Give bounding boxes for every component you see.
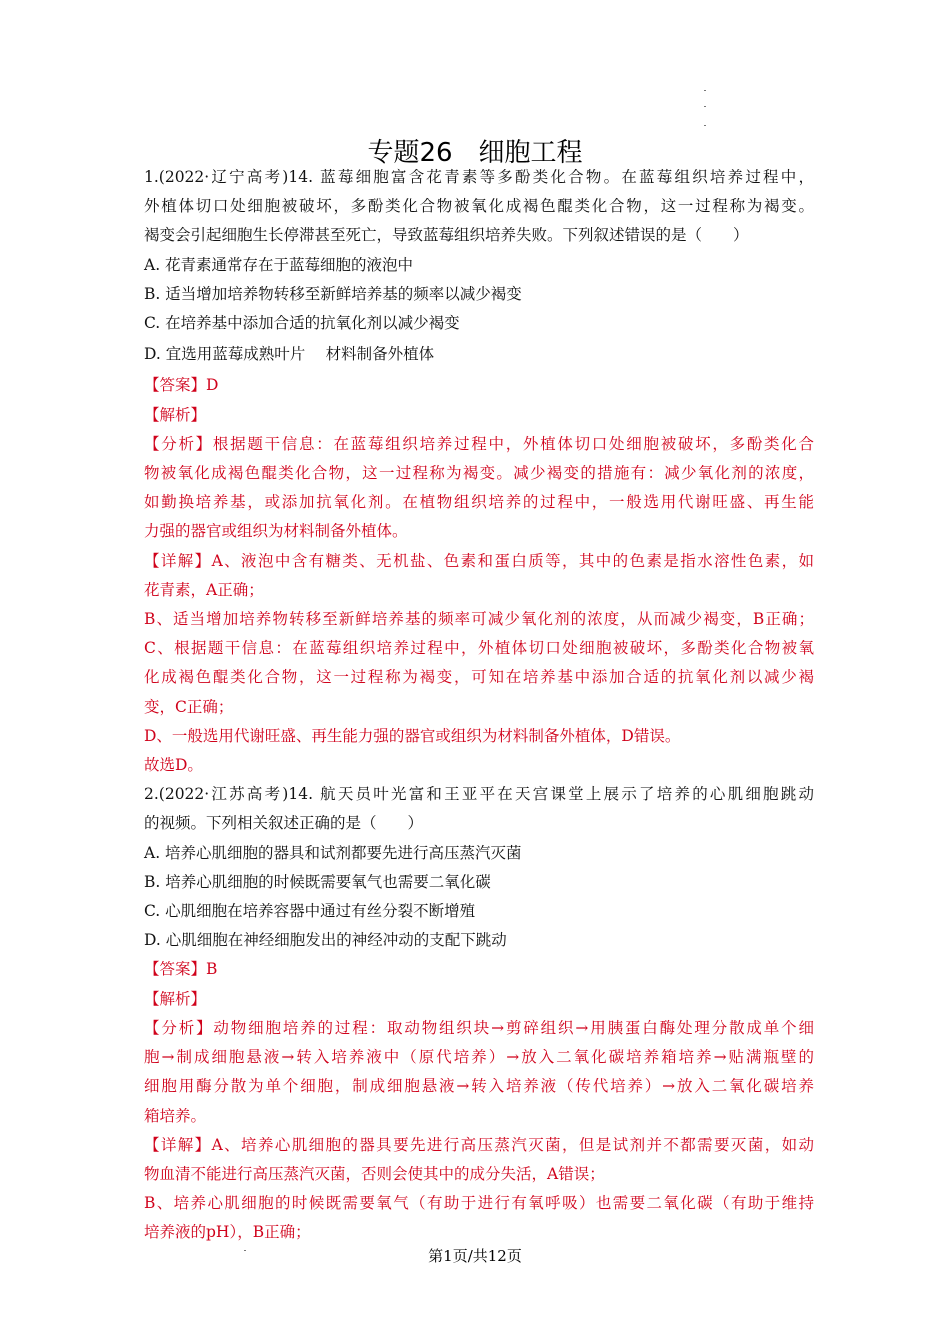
q1-analysis-line: 力强的器官或组织为材料制备外植体。 xyxy=(144,522,408,541)
q2-option-a: A. 培养心肌细胞的器具和试剂都要先进行高压蒸汽灭菌 xyxy=(144,843,522,862)
q1-option-b: B. 适当增加培养物转移至新鲜培养基的频率以减少褐变 xyxy=(144,284,522,303)
q2-stem-line: 的视频。下列相关叙述正确的是（ ） xyxy=(144,814,424,833)
q2-answer: 【答案】B xyxy=(144,960,218,979)
q1-detail-line: 故选D。 xyxy=(144,756,203,775)
q1-analysis-line: 【分析】根据题干信息：在蓝莓组织培养过程中，外植体切口处细胞被破坏，多酚类化合 xyxy=(144,434,814,453)
q1-option-a: A. 花青素通常存在于蓝莓细胞的液泡中 xyxy=(144,255,414,274)
q2-detail-line: 物血清不能进行高压蒸汽灭菌，否则会使其中的成分失活，A错误； xyxy=(144,1164,605,1183)
page-footer: 第1页/共12页 xyxy=(428,1247,522,1265)
q2-detail-line: 培养液的pH），B正确； xyxy=(144,1223,311,1242)
q2-option-b: B. 培养心肌细胞的时候既需要氧气也需要二氧化碳 xyxy=(144,872,491,891)
q1-detail-line: B、适当增加培养物转移至新鲜培养基的频率可减少氧化剂的浓度，从而减少褐变，B正确； xyxy=(144,610,814,629)
q2-analysis-line: 箱培养。 xyxy=(144,1106,207,1125)
q1-detail-line: 【详解】A、液泡中含有糖类、无机盐、色素和蛋白质等，其中的色素是指水溶性色素，如 xyxy=(144,551,814,570)
q1-stem-line: 外植体切口处细胞被破坏，多酚类化合物被氧化成褐色醌类化合物，这一过程称为褐变。 xyxy=(144,197,814,216)
q1-stem-line: 1.(2022·辽宁高考)14. 蓝莓细胞富含花青素等多酚类化合物。在蓝莓组织培养过程中， xyxy=(144,168,814,186)
q2-option-d: D. 心肌细胞在神经细胞发出的神经冲动的支配下跳动 xyxy=(144,931,507,950)
page-title: 专题26 细胞工程 xyxy=(367,138,583,168)
q2-option-c: C. 心肌细胞在培养容器中通过有丝分裂不断增殖 xyxy=(144,902,476,921)
content xyxy=(144,163,814,1248)
q2-analysis-line: 【分析】动物细胞培养的过程：取动物组织块→剪碎组织→用胰蛋白酶处理分散成单个细 xyxy=(144,1018,814,1037)
q2-analysis-line: 胞→制成细胞悬液→转入培养液中（原代培养）→放入二氧化碳培养箱培养→贴满瓶壁的 xyxy=(144,1048,814,1067)
q2-detail-line: 【详解】A、培养心肌细胞的器具要先进行高压蒸汽灭菌，但是试剂并不都需要灭菌，如动 xyxy=(144,1135,814,1154)
q1-detail-line: C、根据题干信息：在蓝莓组织培养过程中，外植体切口处细胞被破坏，多酚类化合物被氧 xyxy=(144,639,814,658)
q1-detail-line: 花青素，A正确； xyxy=(144,580,264,599)
q1-detail-line: D、一般选用代谢旺盛、再生能力强的器官或组织为材料制备外植体，D错误。 xyxy=(144,726,681,745)
q1-option-d: D. 宜选用蓝莓成熟叶片 材料制备外植体 xyxy=(144,345,435,364)
q2-detail-line: B、培养心肌细胞的时候既需要氧气（有助于进行有氧呼吸）也需要二氧化碳（有助于维持 xyxy=(144,1194,814,1213)
q2-analysis-label: 【解析】 xyxy=(144,989,207,1008)
q1-option-c: C. 在培养基中添加合适的抗氧化剂以减少褐变 xyxy=(144,314,460,333)
q1-analysis-label: 【解析】 xyxy=(144,405,207,424)
scan-dot xyxy=(704,106,706,107)
q1-analysis-line: 物被氧化成褐色醌类化合物，这一过程称为褐变。减少褐变的措施有：减少氧化剂的浓度， xyxy=(144,464,814,483)
q1-answer: 【答案】D xyxy=(144,376,219,395)
q1-detail-line: 变，C正确； xyxy=(144,697,234,716)
q1-detail-line: 化成褐色醌类化合物，这一过程称为褐变，可知在培养基中添加合适的抗氧化剂以减少褐 xyxy=(144,668,814,687)
scan-dot xyxy=(704,90,706,91)
q1-stem-line: 褐变会引起细胞生长停滞甚至死亡，导致蓝莓组织培养失败。下列叙述错误的是（ ） xyxy=(144,226,749,245)
scan-dot xyxy=(704,125,706,126)
q2-stem-line: 2.(2022·江苏高考)14. 航天员叶光富和王亚平在天宫课堂上展示了培养的心肌细胞跳动 xyxy=(144,785,814,804)
q1-analysis-line: 如勤换培养基，或添加抗氧化剂。在植物组织培养的过程中，一般选用代谢旺盛、再生能 xyxy=(144,493,814,512)
q2-analysis-line: 细胞用酶分散为单个细胞，制成细胞悬液→转入培养液（传代培养）→放入二氧化碳培养 xyxy=(144,1077,814,1096)
